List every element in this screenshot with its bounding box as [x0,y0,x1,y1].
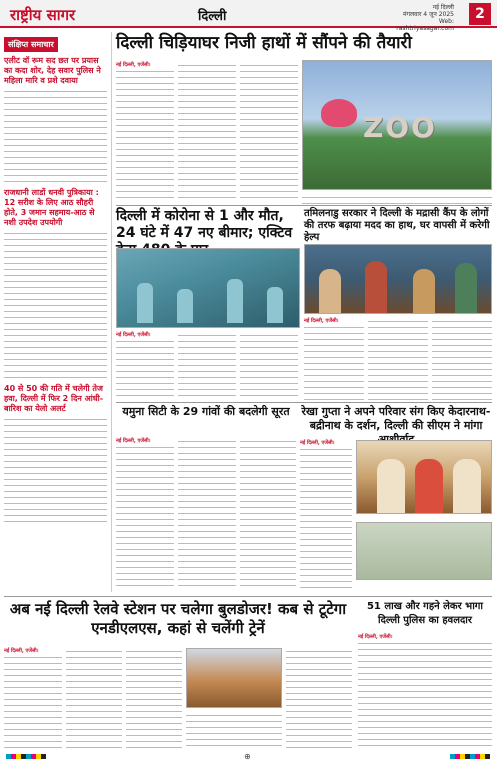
lead-story-text [240,62,298,202]
tn-story-text [432,318,492,400]
kedarnath-photo [356,440,492,514]
yamuna-story-text [240,438,296,588]
resident-figure [365,261,387,313]
covid-story-text [178,332,236,400]
crosshair-icon: ⊕ [244,752,251,761]
zoo-letters-sculpture: ZOO [363,111,437,144]
station-story-text [186,712,282,748]
divider [116,402,492,403]
lead-story-text [302,194,492,204]
resident-figure [319,269,341,313]
masthead [0,0,497,32]
constable-byline: नई दिल्ली, एजेंसी। [358,634,492,640]
tn-story-text [304,318,364,400]
divider [116,205,492,206]
brief-headline: 40 से 50 की गति में चलेगी तेज हवा, दिल्ली में फिर 2 दिन आंधी-बारिश का येलो अलर्ट [4,384,104,413]
print-registration-strip [0,752,497,760]
station-story-text [126,648,182,748]
tn-headline: तमिलनाडु सरकार ने दिल्ली के मद्रासी कैंप के लोगों की तरफ बढ़ाया मदद का हाथ, घर वापसी में करेगी हेल्प [304,208,490,243]
yamuna-story-text [178,438,236,588]
yamuna-headline: यमुना सिटी के 29 गांवों की बदलेगी सूरत [122,405,290,418]
color-registration-mark [6,754,46,759]
lead-story-text [178,62,236,202]
constable-headline: 51 लाख और गहने लेकर भागा दिल्ली पुलिस का हवलदार [366,601,484,626]
color-registration-mark [450,754,490,759]
station-headline: अब नई दिल्ली रेलवे स्टेशन पर चलेगा बुलडोजर! कब से टूटेगा एनडीएलएस, कहां से चलेंगी ट्रेनें [9,600,347,637]
paper-name: राष्ट्रीय सागर [10,6,76,24]
covid-story-text [116,332,174,400]
constable-story-text [358,634,492,748]
edition-meta [392,4,454,32]
edition-city: नई दिल्ली [432,4,454,11]
section-title: दिल्ली [198,9,227,24]
rekha-headline: रेखा गुप्ता ने अपने परिवार संग किए केदारनाथ-बद्रीनाथ के दर्शन, दिल्ली की सीएम ने मांगा [301,405,491,432]
tn-byline: नई दिल्ली, एजेंसी। [304,318,364,324]
zoo-sign-shape [321,99,357,127]
yamuna-story-text [116,438,174,588]
yamuna-byline: नई दिल्ली, एजेंसी। [116,438,174,444]
health-worker-figure [227,279,243,323]
pilgrim-figure [415,459,443,513]
brief-headline: राजधानी लाडों धनवी पुत्रिकाया : 12 सरीश के लिए आठ सौहरी होते, 3 जमान सहमाय-आठ से नशी उपदेश उपयोगी [4,188,99,227]
pilgrim-figure [377,459,405,513]
edition-date: मंगलवार 4 जून 2025 [403,11,454,18]
covid-byline: नई दिल्ली, एजेंसी। [116,332,174,338]
station-story-text [66,648,122,748]
brief-body-text [4,88,107,184]
brief-body-text [4,416,107,526]
temple-photo [356,522,492,580]
brief-headline: एलीट वॉ रूम सद छत पर प्रयास का कदा शोर, देह सवार पुलिस ने महिला मारि व प्रशे दवाया [4,56,101,85]
resident-figure [455,263,477,313]
lead-byline: नई दिल्ली, एजेंसी। [116,62,174,68]
page-number: 2 [469,3,491,25]
hospital-photo [116,248,300,328]
tn-story-text [368,318,428,400]
health-worker-figure [267,287,283,323]
resident-figure [413,269,435,313]
lead-headline: दिल्ली चिड़ियाघर निजी हाथों में सौंपने की तैयारी [116,33,412,53]
brief-body-text [4,230,107,380]
railway-station-photo [186,648,282,708]
divider [4,596,492,597]
lead-story-text [116,62,174,202]
health-worker-figure [137,283,153,323]
zoo-photo [302,60,492,190]
station-story-text [4,648,62,748]
edition-web: Web: rashtriyasagar.com [396,18,454,32]
rekha-byline: नई दिल्ली, एजेंसी। [300,440,352,446]
covid-headline: दिल्ली में कोरोना से 1 और मौत, 24 घंटे में 47 नए बीमार; एक्टिव [116,208,293,241]
pilgrim-figure [453,459,481,513]
health-worker-figure [177,289,193,323]
madrasi-camp-photo [304,244,492,314]
rekha-story-text [300,440,352,588]
station-byline: नई दिल्ली, एजेंसी। [4,648,62,654]
news-brief-column [4,32,112,592]
station-story-text [286,648,352,748]
covid-story-text [240,332,298,400]
brief-section-label: संक्षिप्त समाचार [4,37,58,52]
